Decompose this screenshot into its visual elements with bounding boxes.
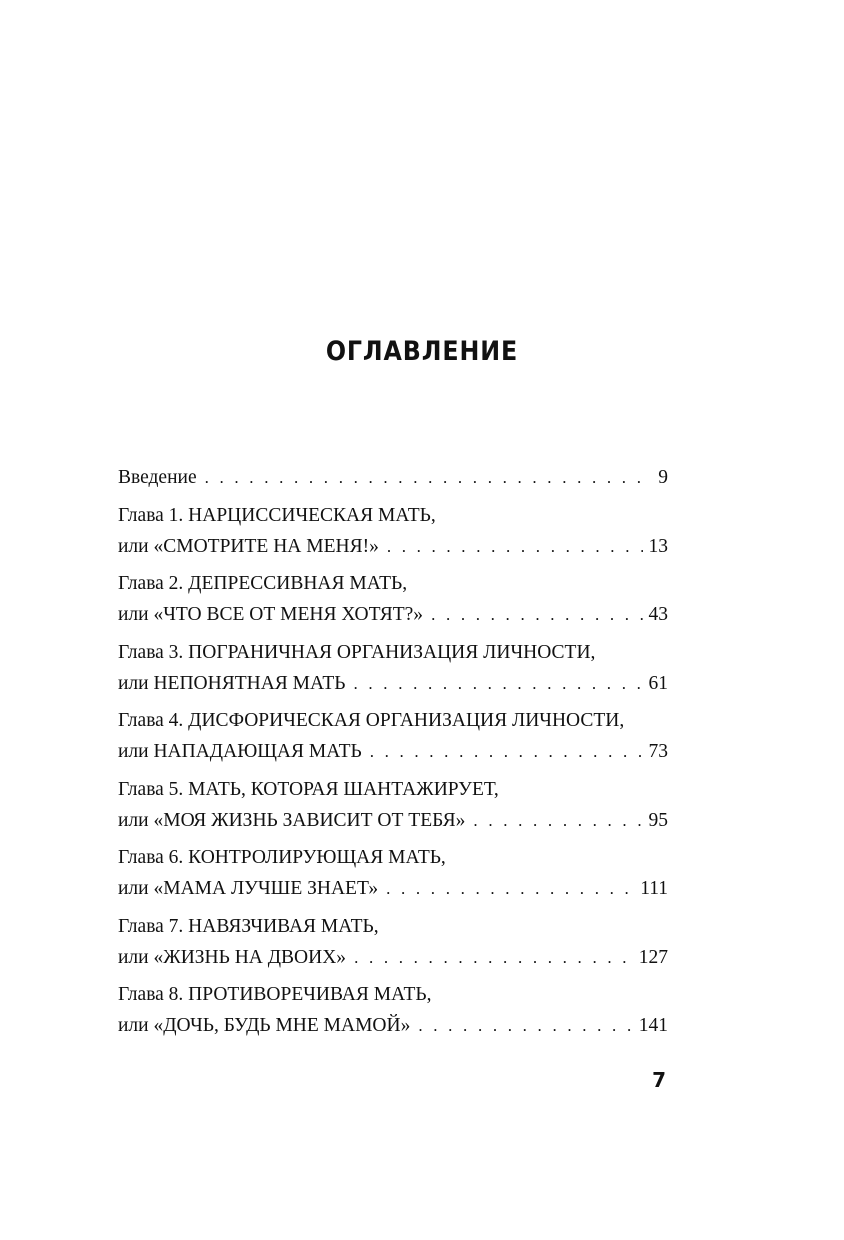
toc-line bbox=[118, 736, 668, 767]
chapter-title: Глава 3. ПОГРАНИЧНАЯ ОРГАНИЗАЦИЯ ЛИЧНОСТИ, bbox=[118, 641, 596, 663]
toc-entry-title: Введение bbox=[118, 467, 197, 488]
toc-page-number: 127 bbox=[638, 946, 668, 968]
toc-entry-chapter-1 bbox=[118, 500, 668, 562]
dot-leader bbox=[386, 873, 634, 904]
chapter-title: Глава 7. НАВЯЗЧИВАЯ МАТЬ, bbox=[118, 915, 379, 937]
toc-line bbox=[118, 462, 668, 493]
toc-page-number: 43 bbox=[648, 604, 668, 625]
page-title: ОГЛАВЛЕНИЕ bbox=[325, 336, 519, 367]
chapter-title: Глава 1. НАРЦИССИЧЕСКАЯ МАТЬ, bbox=[118, 504, 436, 526]
chapter-title: Глава 8. ПРОТИВОРЕЧИВАЯ МАТЬ, bbox=[118, 984, 432, 1005]
chapter-subtitle: или «МАМА ЛУЧШЕ ЗНАЕТ» bbox=[118, 878, 379, 899]
toc-entry-chapter-5 bbox=[118, 774, 668, 836]
dot-leader bbox=[431, 599, 642, 630]
toc-page-number: 141 bbox=[638, 1015, 668, 1036]
toc-entry-chapter-7 bbox=[118, 911, 668, 973]
toc-page-number: 61 bbox=[648, 672, 668, 694]
chapter-subtitle: или «ЧТО ВСЕ ОТ МЕНЯ ХОТЯТ?» bbox=[118, 604, 424, 625]
toc-page-number: 95 bbox=[648, 809, 668, 831]
dot-leader bbox=[370, 736, 643, 767]
dot-leader bbox=[387, 531, 643, 562]
toc-page-number: 9 bbox=[658, 467, 668, 488]
toc-entry-chapter-8 bbox=[118, 979, 668, 1041]
dot-leader bbox=[354, 668, 643, 699]
chapter-title: Глава 5. МАТЬ, КОТОРАЯ ШАНТАЖИРУЕТ, bbox=[118, 778, 499, 800]
toc-line bbox=[118, 805, 668, 836]
toc-page-number: 111 bbox=[640, 878, 668, 899]
toc-line bbox=[118, 873, 668, 904]
chapter-subtitle: или «МОЯ ЖИЗНЬ ЗАВИСИТ ОТ ТЕБЯ» bbox=[118, 809, 466, 831]
toc-page-number: 73 bbox=[648, 741, 668, 762]
toc-page-number: 13 bbox=[648, 535, 668, 557]
chapter-subtitle: или «ДОЧЬ, БУДЬ МНЕ МАМОЙ» bbox=[118, 1015, 411, 1036]
toc-line bbox=[118, 942, 668, 973]
toc-line bbox=[118, 599, 668, 630]
toc-entry-chapter-2 bbox=[118, 568, 668, 630]
dot-leader bbox=[473, 805, 642, 836]
toc-entry-chapter-4 bbox=[118, 705, 668, 767]
toc-entry-chapter-6 bbox=[118, 842, 668, 904]
dot-leader bbox=[205, 462, 653, 493]
dot-leader bbox=[354, 942, 633, 973]
chapter-subtitle: или «ЖИЗНЬ НА ДВОИХ» bbox=[118, 946, 347, 968]
toc-entry-chapter-3 bbox=[118, 637, 668, 699]
chapter-title: Глава 2. ДЕПРЕССИВНАЯ МАТЬ, bbox=[118, 573, 408, 594]
page-number: 7 bbox=[652, 1068, 666, 1092]
toc-line bbox=[118, 531, 668, 562]
chapter-subtitle: или «СМОТРИТЕ НА МЕНЯ!» bbox=[118, 535, 379, 557]
toc-line bbox=[118, 668, 668, 699]
toc-line bbox=[118, 1010, 668, 1041]
chapter-title: Глава 6. КОНТРОЛИРУЮЩАЯ МАТЬ, bbox=[118, 847, 446, 868]
table-of-contents bbox=[118, 462, 668, 1048]
chapter-title: Глава 4. ДИСФОРИЧЕСКАЯ ОРГАНИЗАЦИЯ ЛИЧНОСТИ, bbox=[118, 710, 625, 731]
chapter-subtitle: или НЕПОНЯТНАЯ МАТЬ bbox=[118, 672, 346, 694]
toc-entry-intro bbox=[118, 462, 668, 493]
chapter-subtitle: или НАПАДАЮЩАЯ МАТЬ bbox=[118, 741, 362, 762]
dot-leader bbox=[418, 1010, 632, 1041]
